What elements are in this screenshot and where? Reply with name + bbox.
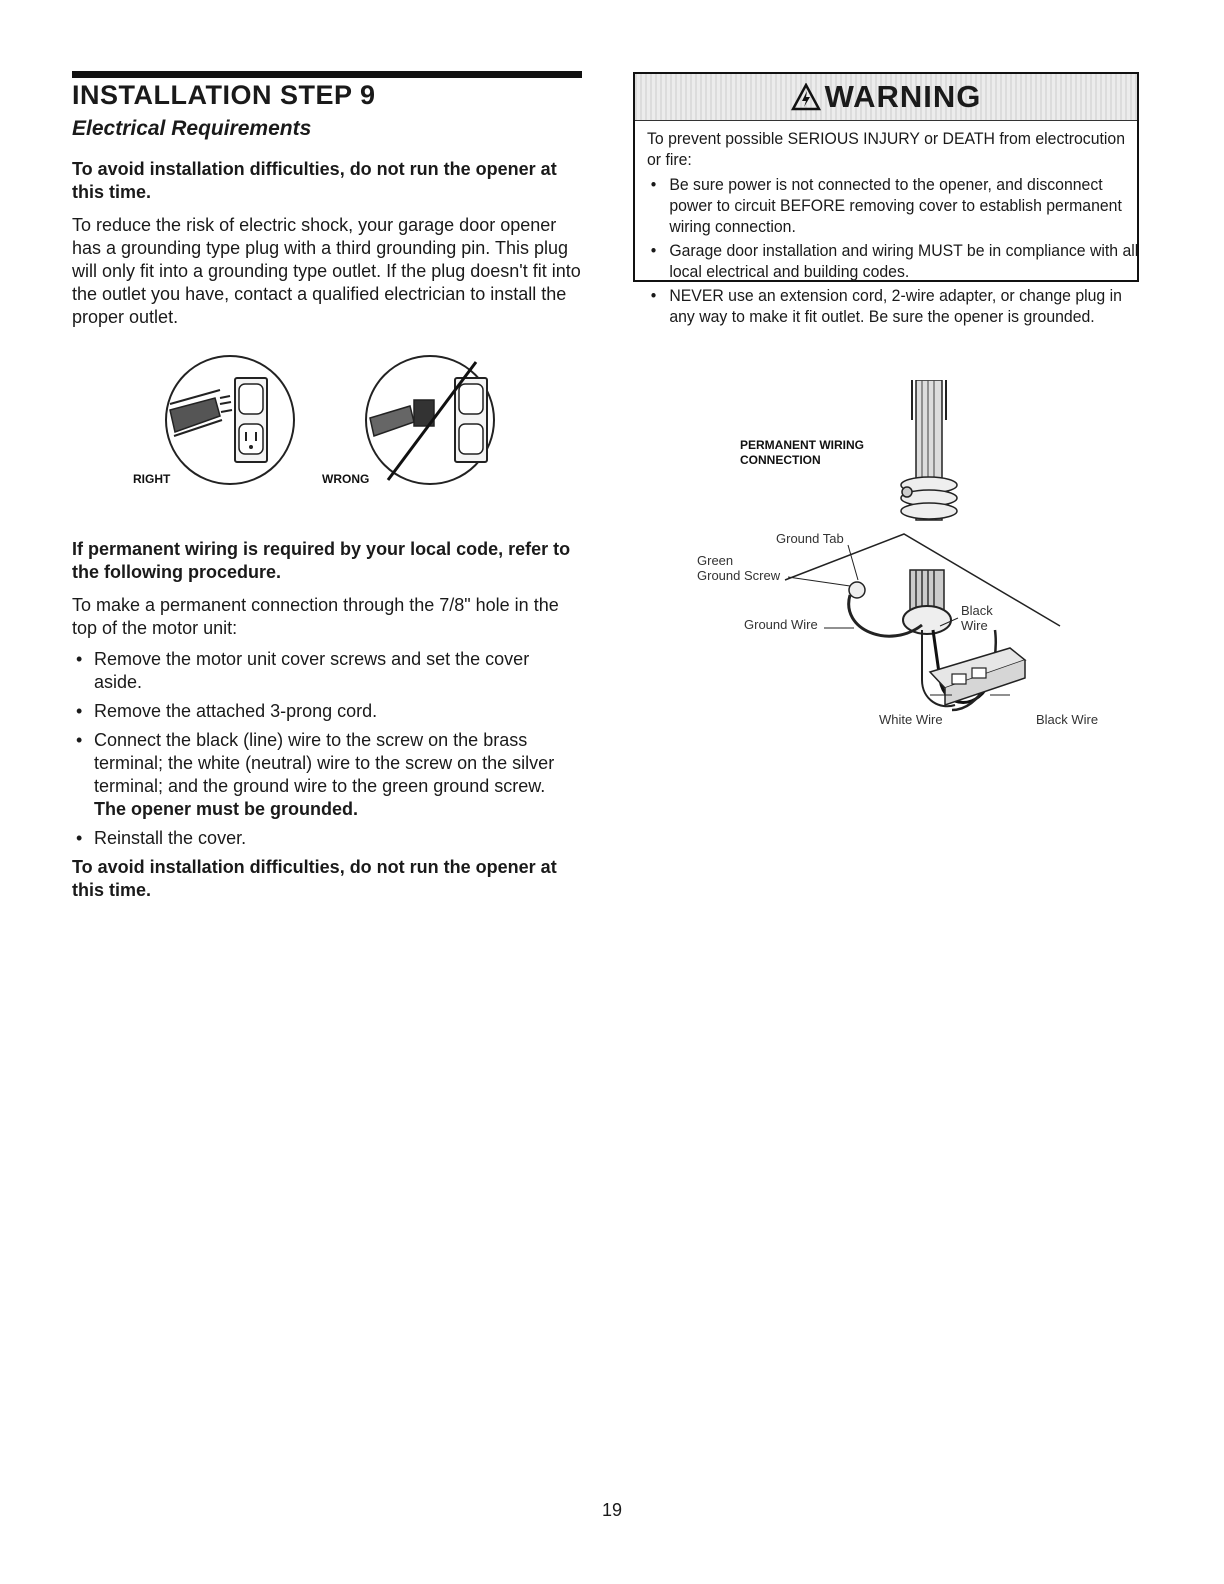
warning-triangle-icon: [791, 83, 821, 111]
list-item: • Reinstall the cover.: [72, 827, 582, 850]
diagram-title-line1: PERMANENT WIRING: [740, 438, 864, 452]
permanent-steps-list: [72, 648, 582, 850]
plug-label-wrong: WRONG: [322, 472, 370, 486]
label-black-wire-top: Wire: [961, 618, 988, 633]
intro-section: [72, 158, 582, 329]
page-number: 19: [601, 1500, 623, 1520]
list-item: • NEVER use an extension cord, 2-wire adapter, or change plug in any way to make it fit outlet. Be sure the opener is grounded.: [647, 285, 1145, 327]
wiring-diagram: [690, 380, 1110, 720]
diagram-title-line2: CONNECTION: [740, 453, 821, 467]
label-black: Black: [961, 603, 993, 618]
warning-header: [635, 74, 1137, 121]
label-ground-tab: Ground Tab: [776, 531, 844, 546]
label-white-wire: White Wire: [879, 712, 943, 727]
label-ground-screw: Ground Screw: [697, 568, 781, 583]
label-ground-wire: Ground Wire: [744, 617, 818, 632]
lightning-bolt-icon: [802, 91, 810, 107]
label-green: Green: [697, 553, 734, 568]
permanent-wiring-section: [72, 538, 582, 902]
list-item: • Remove the attached 3-prong cord.: [72, 700, 582, 723]
right-plug-figure: [166, 356, 294, 484]
intro-paragraph: To reduce the risk of electric shock, your garage door opener has a grounding type plug with a third grounding pin. This plug will only fit into a grounding type outlet. If the plug doesn't fit into the outlet you have, contact a qualified electrician to install the proper outlet.: [72, 215, 581, 327]
list-item: • Be sure power is not connected to the opener, and disconnect power to circuit BEFORE removing cover to establish permanent wiring connection.: [647, 174, 1145, 237]
wrong-plug-figure: [366, 356, 494, 484]
connect-step-bold: The opener must be grounded.: [94, 799, 359, 819]
permanent-heading: If permanent wiring is required by your local code, refer to the following procedure.: [72, 539, 571, 582]
notice-bottom: To avoid installation difficulties, do not run the opener at this time.: [72, 857, 557, 900]
list-item: • Remove the motor unit cover screws and set the cover aside.: [72, 648, 582, 694]
list-item: • Garage door installation and wiring MUST be in compliance with all local electrical and building codes.: [647, 240, 1145, 282]
warning-intro: To prevent possible SERIOUS INJURY or DEATH from electrocution or fire:: [647, 129, 1125, 169]
step-title: INSTALLATION STEP 9: [72, 80, 376, 110]
label-black-wire: Black Wire: [1036, 712, 1099, 727]
notice-top: To avoid installation difficulties, do not run the opener at this time.: [72, 159, 557, 202]
warning-list: [647, 174, 1139, 327]
plug-illustration: [120, 340, 520, 500]
step-subtitle: Electrical Requirements: [72, 117, 312, 140]
permanent-intro: To make a permanent connection through the 7/8" hole in the top of the motor unit:: [72, 595, 559, 638]
warning-box: [633, 72, 1139, 326]
plug-label-right: RIGHT: [133, 472, 171, 486]
list-item: [72, 729, 582, 821]
warning-title: WARNING: [824, 79, 982, 114]
title-rule: [72, 71, 582, 78]
connect-step-text: Connect the black (line) wire to the screw on the brass terminal; the white (neutral) wire to the screw on the silver terminal; and the ground wire to the green ground screw.: [94, 730, 555, 796]
warning-content: [635, 121, 1137, 327]
